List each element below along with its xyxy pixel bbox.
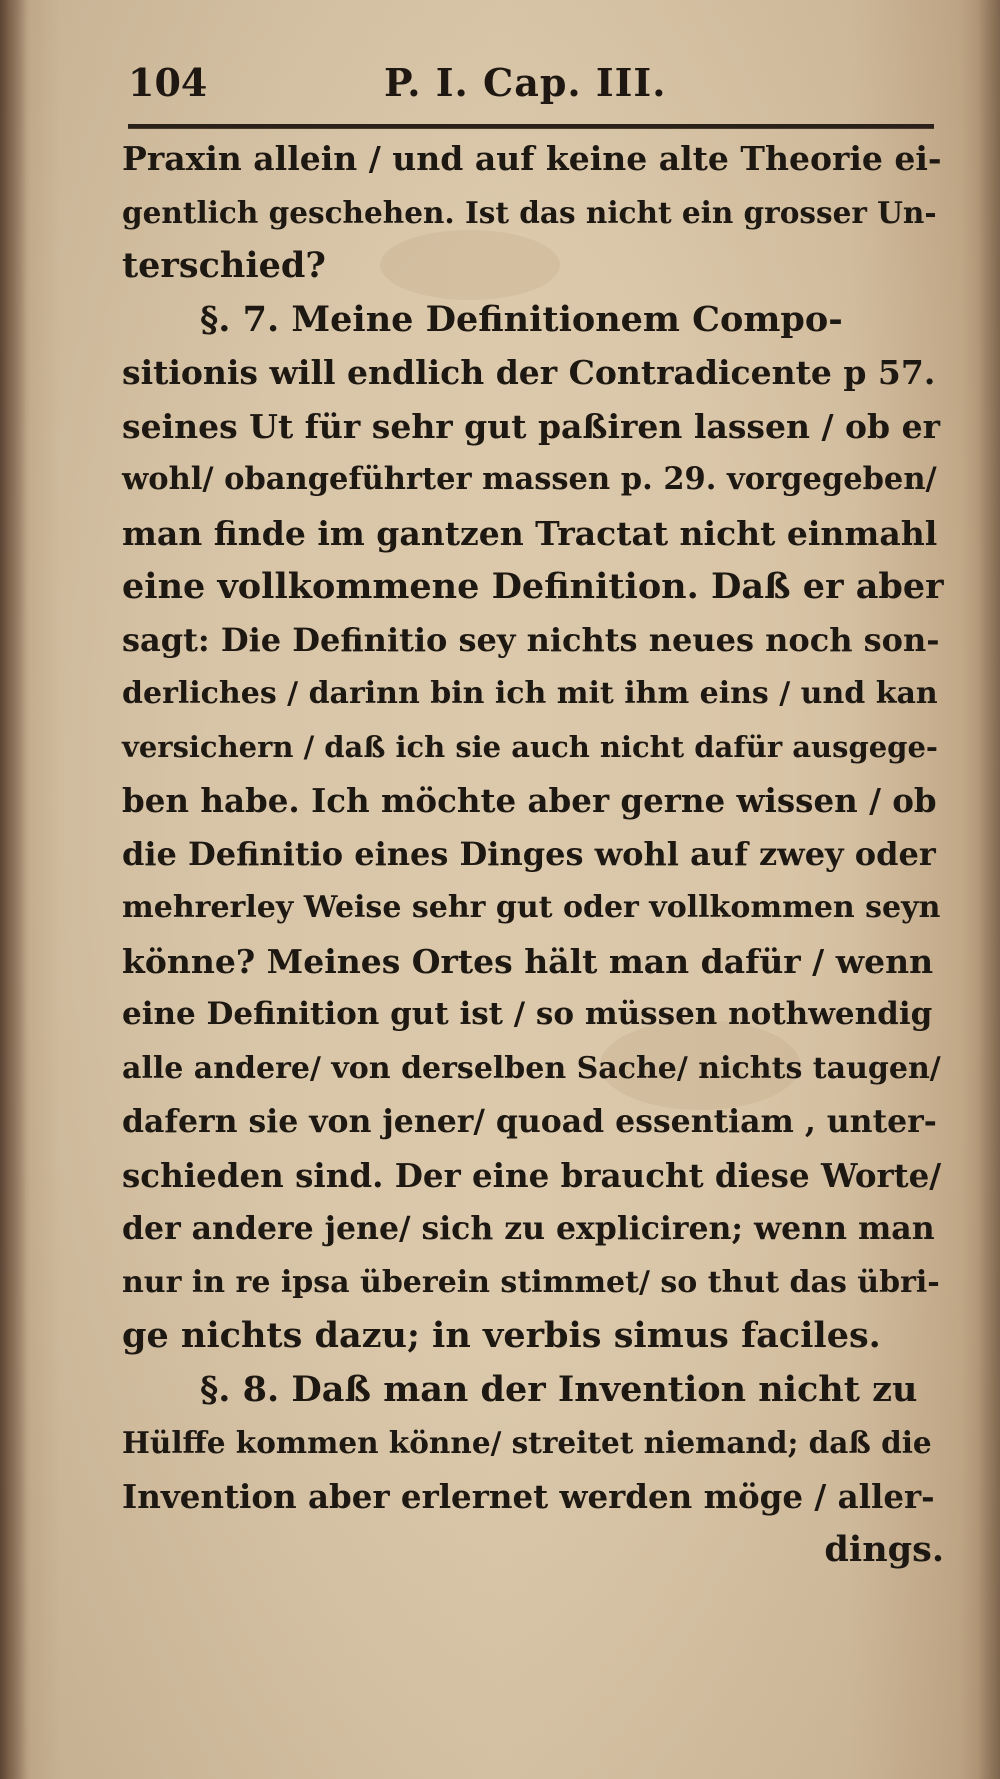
text-line: wohl/ obangeführter massen p. 29. vorgegeben/ [122, 461, 937, 497]
catchword: dings. [824, 1529, 944, 1570]
text-line: ben habe. Ich möchte aber gerne wissen / ob [122, 781, 937, 820]
text-line: eine vollkommene Definition. Daß er aber [122, 566, 944, 607]
gutter-shadow [0, 0, 30, 1779]
text-line: ge nichts dazu; in verbis simus faciles. [122, 1315, 881, 1356]
text-line: Invention aber erlernet werden möge / aller- [122, 1476, 935, 1516]
text-line: eine Definition gut ist / so müssen nothwendig [122, 996, 933, 1032]
text-line: seines Ut für sehr gut paßiren lassen / ob er [122, 406, 940, 446]
text-line: die Definitio eines Dinges wohl auf zwey oder [122, 834, 936, 873]
text-line: derliches / darinn bin ich mit ihm eins / und kan [122, 676, 938, 711]
header-rule [128, 124, 934, 129]
text-line: dafern sie von jener/ quoad essentiam , unter- [122, 1103, 937, 1140]
text-line: alle andere/ von derselben Sache/ nichts taugen/ [122, 1050, 941, 1086]
page-header [128, 60, 934, 116]
running-head: P. I. Cap. III. [384, 60, 667, 105]
text-line: schieden sind. Der eine braucht diese Worte/ [122, 1155, 942, 1195]
text-line: der andere jene/ sich zu expliciren; wenn man [122, 1210, 935, 1247]
text-line: man finde im gantzen Tractat nicht einmahl [122, 513, 938, 553]
text-line: mehrerley Weise sehr gut oder vollkommen seyn [122, 890, 941, 925]
paragraph-start-section-7: §. 7. Meine Definitionem Compo- [200, 298, 843, 340]
text-line: könne? Meines Ortes hält man dafür / wenn [122, 941, 934, 981]
text-line: gentlich geschehen. Ist das nicht ein grosser Un- [122, 194, 937, 230]
paragraph-start-section-8: §. 8. Daß man der Invention nicht zu [200, 1368, 918, 1410]
text-line: sagt: Die Definitio sey nichts neues noch son- [122, 620, 940, 659]
page-number: 104 [128, 60, 208, 105]
text-line: nur in re ipsa überein stimmet/ so thut das übri- [122, 1264, 940, 1300]
text-line: Praxin allein / und auf keine alte Theorie ei- [122, 139, 942, 178]
body-text [122, 132, 944, 1577]
text-line: Hülffe kommen könne/ streitet niemand; daß die [122, 1425, 932, 1460]
text-line: sitionis will endlich der Contradicente p 57. [122, 353, 936, 392]
page-edge-shadow [978, 0, 1000, 1779]
text-line: terschied? [122, 245, 326, 286]
text-line: versichern / daß ich sie auch nicht dafür ausgege- [122, 729, 938, 764]
